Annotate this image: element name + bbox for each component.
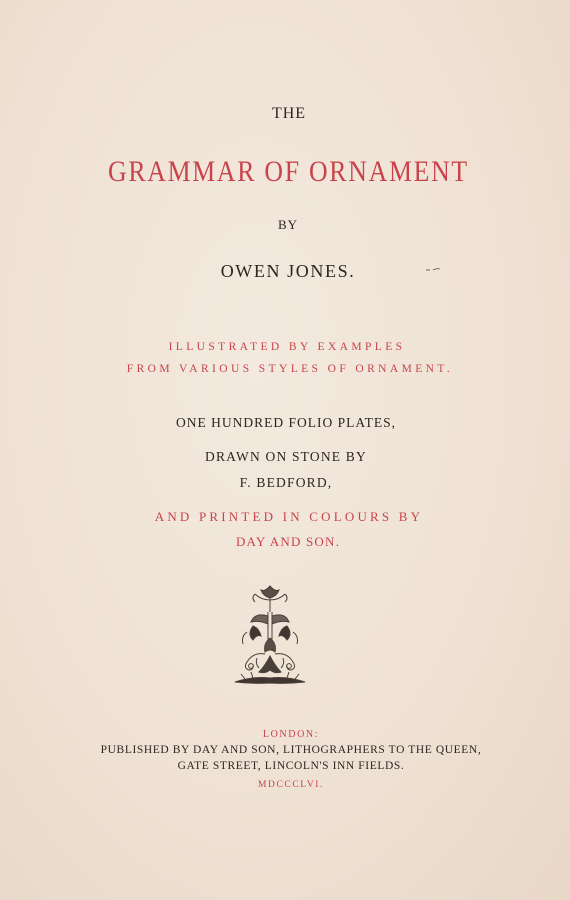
printed-line: AND PRINTED IN COLOURS BY xyxy=(154,509,424,524)
book-title: GRAMMAR OF ORNAMENT xyxy=(107,155,469,188)
ink-mark-icon xyxy=(424,266,442,272)
imprint-publisher: PUBLISHED BY DAY AND SON, LITHOGRAPHERS TO THE QUEEN, xyxy=(100,744,482,756)
imprint-year: MDCCCLVI. xyxy=(257,780,325,790)
author-name: OWEN JONES. xyxy=(220,261,356,281)
illustrated-line-1: ILLUSTRATED BY EXAMPLES xyxy=(168,341,406,353)
imprint-address: GATE STREET, LINCOLN'S INN FIELDS. xyxy=(177,760,405,772)
imprint-city: LONDON: xyxy=(262,729,320,740)
anthemion-ornament-icon xyxy=(225,582,315,694)
plates-line: ONE HUNDRED FOLIO PLATES, xyxy=(176,415,396,430)
title-the: THE xyxy=(271,105,307,122)
printer-name: DAY AND SON. xyxy=(235,534,341,549)
lithographer-name: F. BEDFORD, xyxy=(239,475,333,490)
by-label: BY xyxy=(277,217,299,232)
illustrated-line-2: FROM VARIOUS STYLES OF ORNAMENT. xyxy=(126,363,454,375)
drawn-line: DRAWN ON STONE BY xyxy=(205,449,367,464)
